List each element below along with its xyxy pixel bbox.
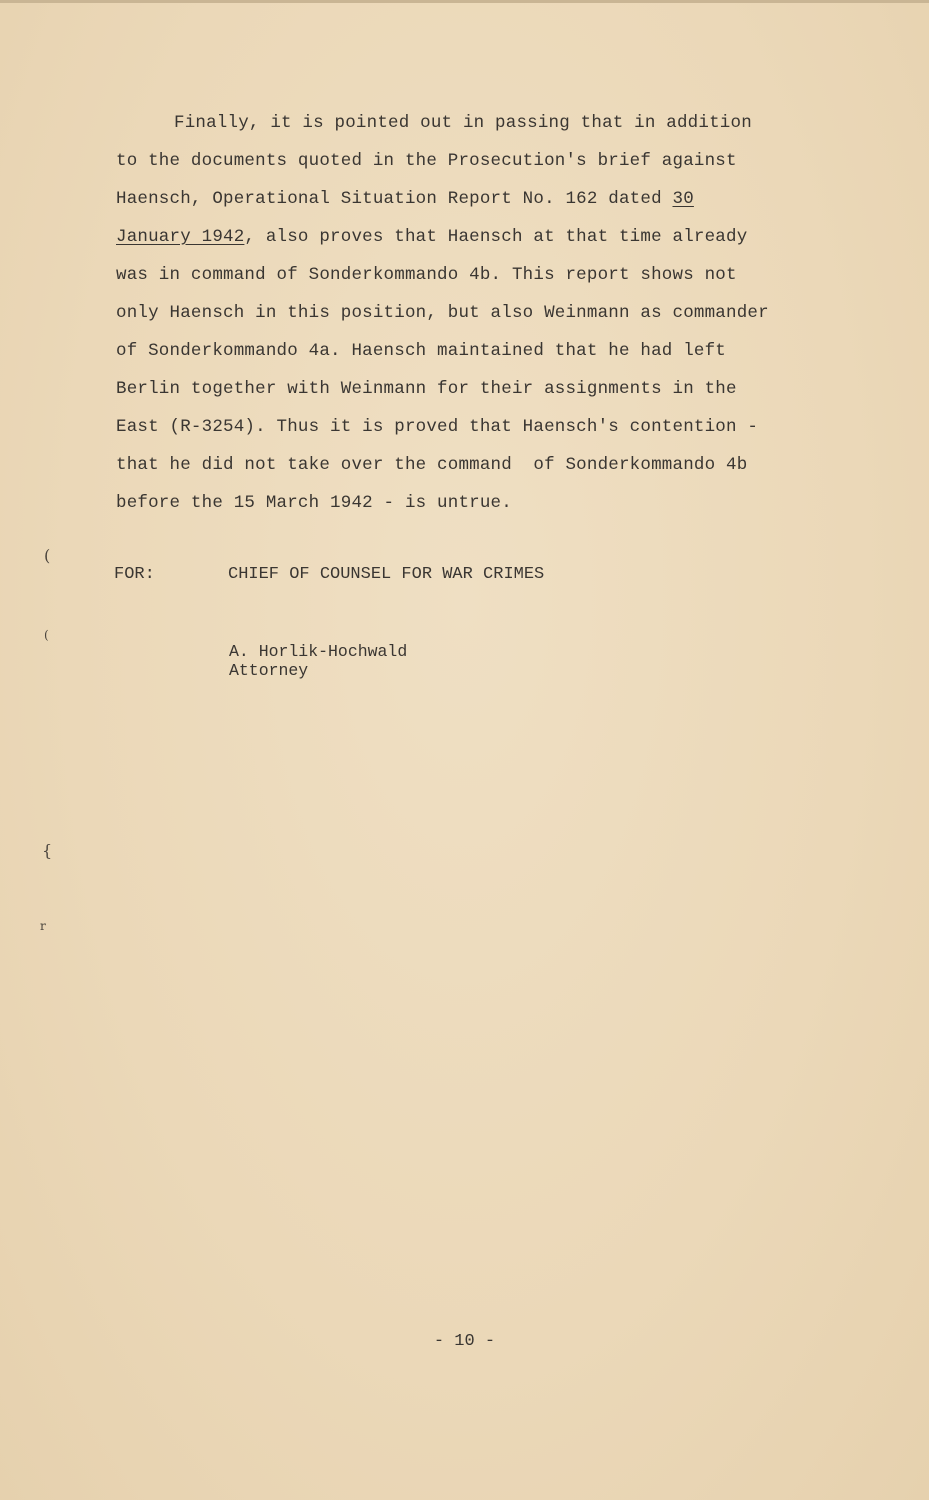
paragraph-line-7: of Sonderkommando 4a. Haensch maintained that he had left bbox=[116, 341, 726, 361]
underlined-date-day: 30 bbox=[672, 189, 694, 209]
signature-title: Attorney bbox=[229, 661, 309, 680]
underlined-date-month-year: January 1942 bbox=[116, 227, 245, 247]
paragraph-line-10: that he did not take over the command of Sonderkommando 4b bbox=[116, 455, 748, 475]
paragraph-line-4 bbox=[116, 218, 836, 256]
paragraph-line-6: only Haensch in this position, but also Weinmann as commander bbox=[116, 303, 769, 323]
for-label: FOR: bbox=[114, 565, 155, 584]
page-top-edge bbox=[0, 0, 929, 3]
paragraph-line-1: Finally, it is pointed out in passing that in addition bbox=[174, 113, 752, 133]
paragraph-line-3 bbox=[116, 180, 836, 218]
margin-speck: r bbox=[40, 919, 46, 933]
paragraph-line-5: was in command of Sonderkommando 4b. This report shows not bbox=[116, 265, 737, 285]
signature-name: A. Horlik-Hochwald bbox=[229, 642, 408, 661]
margin-speck: ( bbox=[44, 546, 51, 565]
paragraph-line-11: before the 15 March 1942 - is untrue. bbox=[116, 493, 512, 513]
page-number: - 10 - bbox=[433, 1332, 496, 1351]
paragraph-line-2: to the documents quoted in the Prosecution's brief against bbox=[116, 151, 737, 171]
for-office: CHIEF OF COUNSEL FOR WAR CRIMES bbox=[228, 565, 545, 584]
signature-block bbox=[229, 642, 407, 680]
margin-speck: { bbox=[42, 841, 53, 860]
body-paragraph bbox=[116, 104, 836, 522]
for-line bbox=[114, 561, 714, 589]
margin-speck: ( bbox=[44, 628, 49, 642]
paragraph-line-9: East (R-3254). Thus it is proved that Haensch's contention - bbox=[116, 417, 759, 437]
paragraph-line-3-text: Haensch, Operational Situation Report No. 162 dated bbox=[116, 189, 673, 209]
paragraph-line-4-text: , also proves that Haensch at that time already bbox=[244, 227, 748, 247]
paragraph-line-8: Berlin together with Weinmann for their assignments in the bbox=[116, 379, 737, 399]
